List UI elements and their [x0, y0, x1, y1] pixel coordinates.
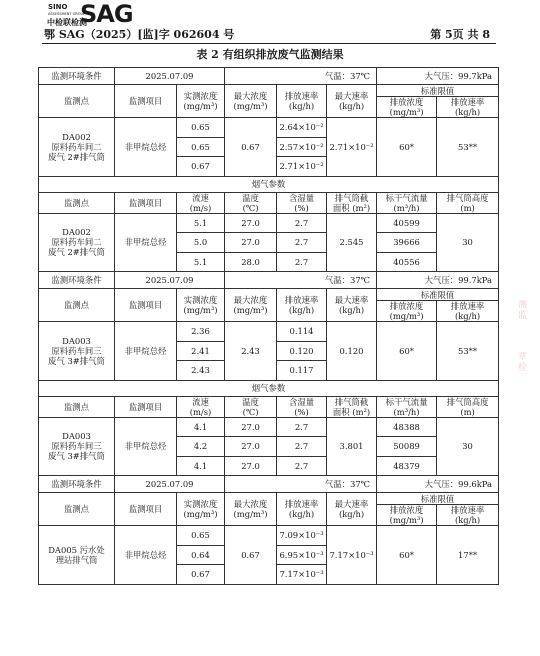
monitoring-item: 非甲烷总烃	[115, 417, 177, 476]
std-flow: 50089	[377, 437, 437, 457]
moisture: 2.7	[277, 252, 327, 272]
flow-speed: 5.1	[177, 213, 225, 233]
flow-speed: 4.1	[177, 456, 225, 476]
flue-header-temp: 温度 (℃)	[225, 192, 277, 213]
env-temperature: 气温：37℃	[225, 272, 377, 289]
page-info: 第 5页 共 8	[430, 28, 490, 41]
header-row	[39, 289, 499, 301]
col-header-limit-conc: 排放浓度 (mg/m³)	[377, 97, 437, 118]
flue-header-point: 监测点	[39, 192, 115, 213]
col-header-limit-rate: 排放速率 (kg/h)	[437, 505, 499, 526]
std-flow: 39666	[377, 233, 437, 253]
col-header-limit-conc: 排放浓度 (mg/m³)	[377, 301, 437, 322]
emission-rate: 2.71×10⁻²	[277, 157, 327, 177]
measured-conc: 0.65	[177, 118, 225, 138]
env-pressure: 大气压：99.6kPa	[377, 476, 499, 493]
max-conc: 2.43	[225, 322, 277, 381]
logo-sino-text: SINO	[48, 3, 68, 11]
env-pressure: 大气压：99.7kPa	[377, 68, 499, 85]
max-rate: 7.17×10⁻³	[327, 526, 377, 585]
env-row	[39, 272, 499, 289]
monitoring-point: DA002 原料药车间二 废气 2#排气筒	[39, 118, 115, 177]
col-header-limit-rate: 排放速率 (kg/h)	[437, 301, 499, 322]
data-row	[39, 118, 499, 138]
flue-header-speed: 流速 (m/s)	[177, 192, 225, 213]
measured-conc: 0.67	[177, 157, 225, 177]
data-row	[39, 526, 499, 546]
measured-conc: 0.65	[177, 526, 225, 546]
flue-params-title-row	[39, 380, 499, 396]
moisture: 2.7	[277, 233, 327, 253]
col-header-item: 监测项目	[115, 85, 177, 118]
measured-conc: 2.36	[177, 322, 225, 342]
moisture: 2.7	[277, 213, 327, 233]
max-conc: 0.67	[225, 118, 277, 177]
stack-height: 30	[437, 213, 499, 272]
measured-conc: 0.67	[177, 565, 225, 585]
env-label: 监测环境条件	[39, 68, 115, 85]
stack-height: 30	[437, 417, 499, 476]
flue-header-area: 排气筒截 面积 (m²)	[327, 192, 377, 213]
temperature: 27.0	[225, 233, 277, 253]
std-flow: 40599	[377, 213, 437, 233]
col-header-std-limit: 标准限值	[377, 85, 499, 97]
env-row	[39, 68, 499, 85]
data-row	[39, 322, 499, 342]
monitoring-point: DA005 污水处 理站排气筒	[39, 526, 115, 585]
env-date: 2025.07.09	[115, 68, 225, 85]
flue-header-flow: 标干气流量 (m³/h)	[377, 396, 437, 417]
env-temperature: 气温：37℃	[225, 68, 377, 85]
limit-conc: 60*	[377, 322, 437, 381]
moisture: 2.7	[277, 437, 327, 457]
emission-rate: 0.117	[277, 361, 327, 381]
env-date: 2025.07.09	[115, 476, 225, 493]
monitoring-item: 非甲烷总烃	[115, 118, 177, 177]
env-label: 监测环境条件	[39, 272, 115, 289]
emission-rate: 2.64×10⁻²	[277, 118, 327, 138]
col-header-max-rate: 最大速率 (kg/h)	[327, 289, 377, 322]
max-rate: 0.120	[327, 322, 377, 381]
flue-header-temp: 温度 (℃)	[225, 396, 277, 417]
col-header-limit-rate: 排放速率 (kg/h)	[437, 97, 499, 118]
env-pressure: 大气压：99.7kPa	[377, 272, 499, 289]
flue-header-point: 监测点	[39, 396, 115, 417]
flue-params-title-row	[39, 176, 499, 192]
monitoring-item: 非甲烷总烃	[115, 526, 177, 585]
monitoring-item: 非甲烷总烃	[115, 213, 177, 272]
monitoring-point: DA002 原料药车间二 废气 2#排气筒	[39, 213, 115, 272]
col-header-point: 监测点	[39, 493, 115, 526]
measured-conc: 0.65	[177, 137, 225, 157]
col-header-measured-conc: 实测浓度 (mg/m³)	[177, 289, 225, 322]
col-header-std-limit: 标准限值	[377, 289, 499, 301]
document-number: 鄂 SAG（2025）[监]字 062604 号	[44, 28, 235, 41]
col-header-emission-rate: 排放速率 (kg/h)	[277, 289, 327, 322]
measured-conc: 0.64	[177, 545, 225, 565]
env-date: 2025.07.09	[115, 272, 225, 289]
emission-rate: 7.17×10⁻³	[277, 565, 327, 585]
flue-header-row	[39, 396, 499, 417]
col-header-max-conc: 最大浓度 (mg/m³)	[225, 85, 277, 118]
flow-speed: 5.0	[177, 233, 225, 253]
flue-header-moist: 含湿量 (%)	[277, 192, 327, 213]
temperature: 27.0	[225, 437, 277, 457]
emission-results-table	[38, 67, 499, 585]
col-header-max-rate: 最大速率 (kg/h)	[327, 85, 377, 118]
moisture: 2.7	[277, 417, 327, 437]
col-header-limit-conc: 排放浓度 (mg/m³)	[377, 505, 437, 526]
flue-header-flow: 标干气流量 (m³/h)	[377, 192, 437, 213]
logo-sag-text: SAG	[80, 0, 133, 28]
header-divider	[42, 43, 496, 44]
limit-rate: 53**	[437, 322, 499, 381]
outlet-area: 3.801	[327, 417, 377, 476]
col-header-point: 监测点	[39, 289, 115, 322]
col-header-max-rate: 最大速率 (kg/h)	[327, 493, 377, 526]
flue-params-title: 烟气参数	[39, 176, 499, 192]
emission-rate: 0.114	[277, 322, 327, 342]
col-header-measured-conc: 实测浓度 (mg/m³)	[177, 85, 225, 118]
monitoring-point: DA003 原料药车间三 废气 3#排气筒	[39, 322, 115, 381]
measured-conc: 2.41	[177, 341, 225, 361]
flue-row	[39, 213, 499, 233]
emission-rate: 6.95×10⁻³	[277, 545, 327, 565]
flow-speed: 5.1	[177, 252, 225, 272]
flue-header-area: 排气筒截 面积 (m²)	[327, 396, 377, 417]
monitoring-point: DA003 原料药车间三 废气 3#排气筒	[39, 417, 115, 476]
limit-conc: 60*	[377, 526, 437, 585]
flue-header-height: 排气筒高度 (m)	[437, 192, 499, 213]
flue-header-moist: 含湿量 (%)	[277, 396, 327, 417]
col-header-measured-conc: 实测浓度 (mg/m³)	[177, 493, 225, 526]
col-header-max-conc: 最大浓度 (mg/m³)	[225, 493, 277, 526]
col-header-max-conc: 最大浓度 (mg/m³)	[225, 289, 277, 322]
emission-rate: 7.09×10⁻³	[277, 526, 327, 546]
flue-params-title: 烟气参数	[39, 380, 499, 396]
limit-rate: 17**	[437, 526, 499, 585]
header-row	[39, 85, 499, 97]
header-row	[39, 493, 499, 505]
env-label: 监测环境条件	[39, 476, 115, 493]
temperature: 27.0	[225, 456, 277, 476]
col-header-std-limit: 标准限值	[377, 493, 499, 505]
monitoring-item: 非甲烷总烃	[115, 322, 177, 381]
emission-rate: 0.120	[277, 341, 327, 361]
limit-conc: 60*	[377, 118, 437, 177]
outlet-area: 2.545	[327, 213, 377, 272]
col-header-item: 监测项目	[115, 289, 177, 322]
std-flow: 48379	[377, 456, 437, 476]
measured-conc: 2.43	[177, 361, 225, 381]
max-conc: 0.67	[225, 526, 277, 585]
col-header-item: 监测项目	[115, 493, 177, 526]
std-flow: 40556	[377, 252, 437, 272]
moisture: 2.7	[277, 456, 327, 476]
flue-header-item: 监测项目	[115, 396, 177, 417]
flue-header-row	[39, 192, 499, 213]
col-header-emission-rate: 排放速率 (kg/h)	[277, 85, 327, 118]
seal-stamp-lower: 章 检	[518, 352, 528, 373]
env-temperature: 气温：37℃	[225, 476, 377, 493]
table-title: 表 2 有组织排放废气监测结果	[196, 48, 344, 61]
seal-stamp-upper: 测 监	[518, 300, 528, 321]
emission-rate: 2.57×10⁻²	[277, 137, 327, 157]
flue-header-item: 监测项目	[115, 192, 177, 213]
std-flow: 48388	[377, 417, 437, 437]
flue-header-speed: 流速 (m/s)	[177, 396, 225, 417]
max-rate: 2.71×10⁻²	[327, 118, 377, 177]
temperature: 27.0	[225, 417, 277, 437]
col-header-emission-rate: 排放速率 (kg/h)	[277, 493, 327, 526]
flow-speed: 4.2	[177, 437, 225, 457]
env-row	[39, 476, 499, 493]
flue-row	[39, 417, 499, 437]
temperature: 27.0	[225, 213, 277, 233]
col-header-point: 监测点	[39, 85, 115, 118]
limit-rate: 53**	[437, 118, 499, 177]
logo-cn-text: 中检联检测	[47, 18, 87, 27]
logo-group-text: ASSESSMENT GROUP	[48, 12, 86, 16]
temperature: 28.0	[225, 252, 277, 272]
flow-speed: 4.1	[177, 417, 225, 437]
flue-header-height: 排气筒高度 (m)	[437, 396, 499, 417]
